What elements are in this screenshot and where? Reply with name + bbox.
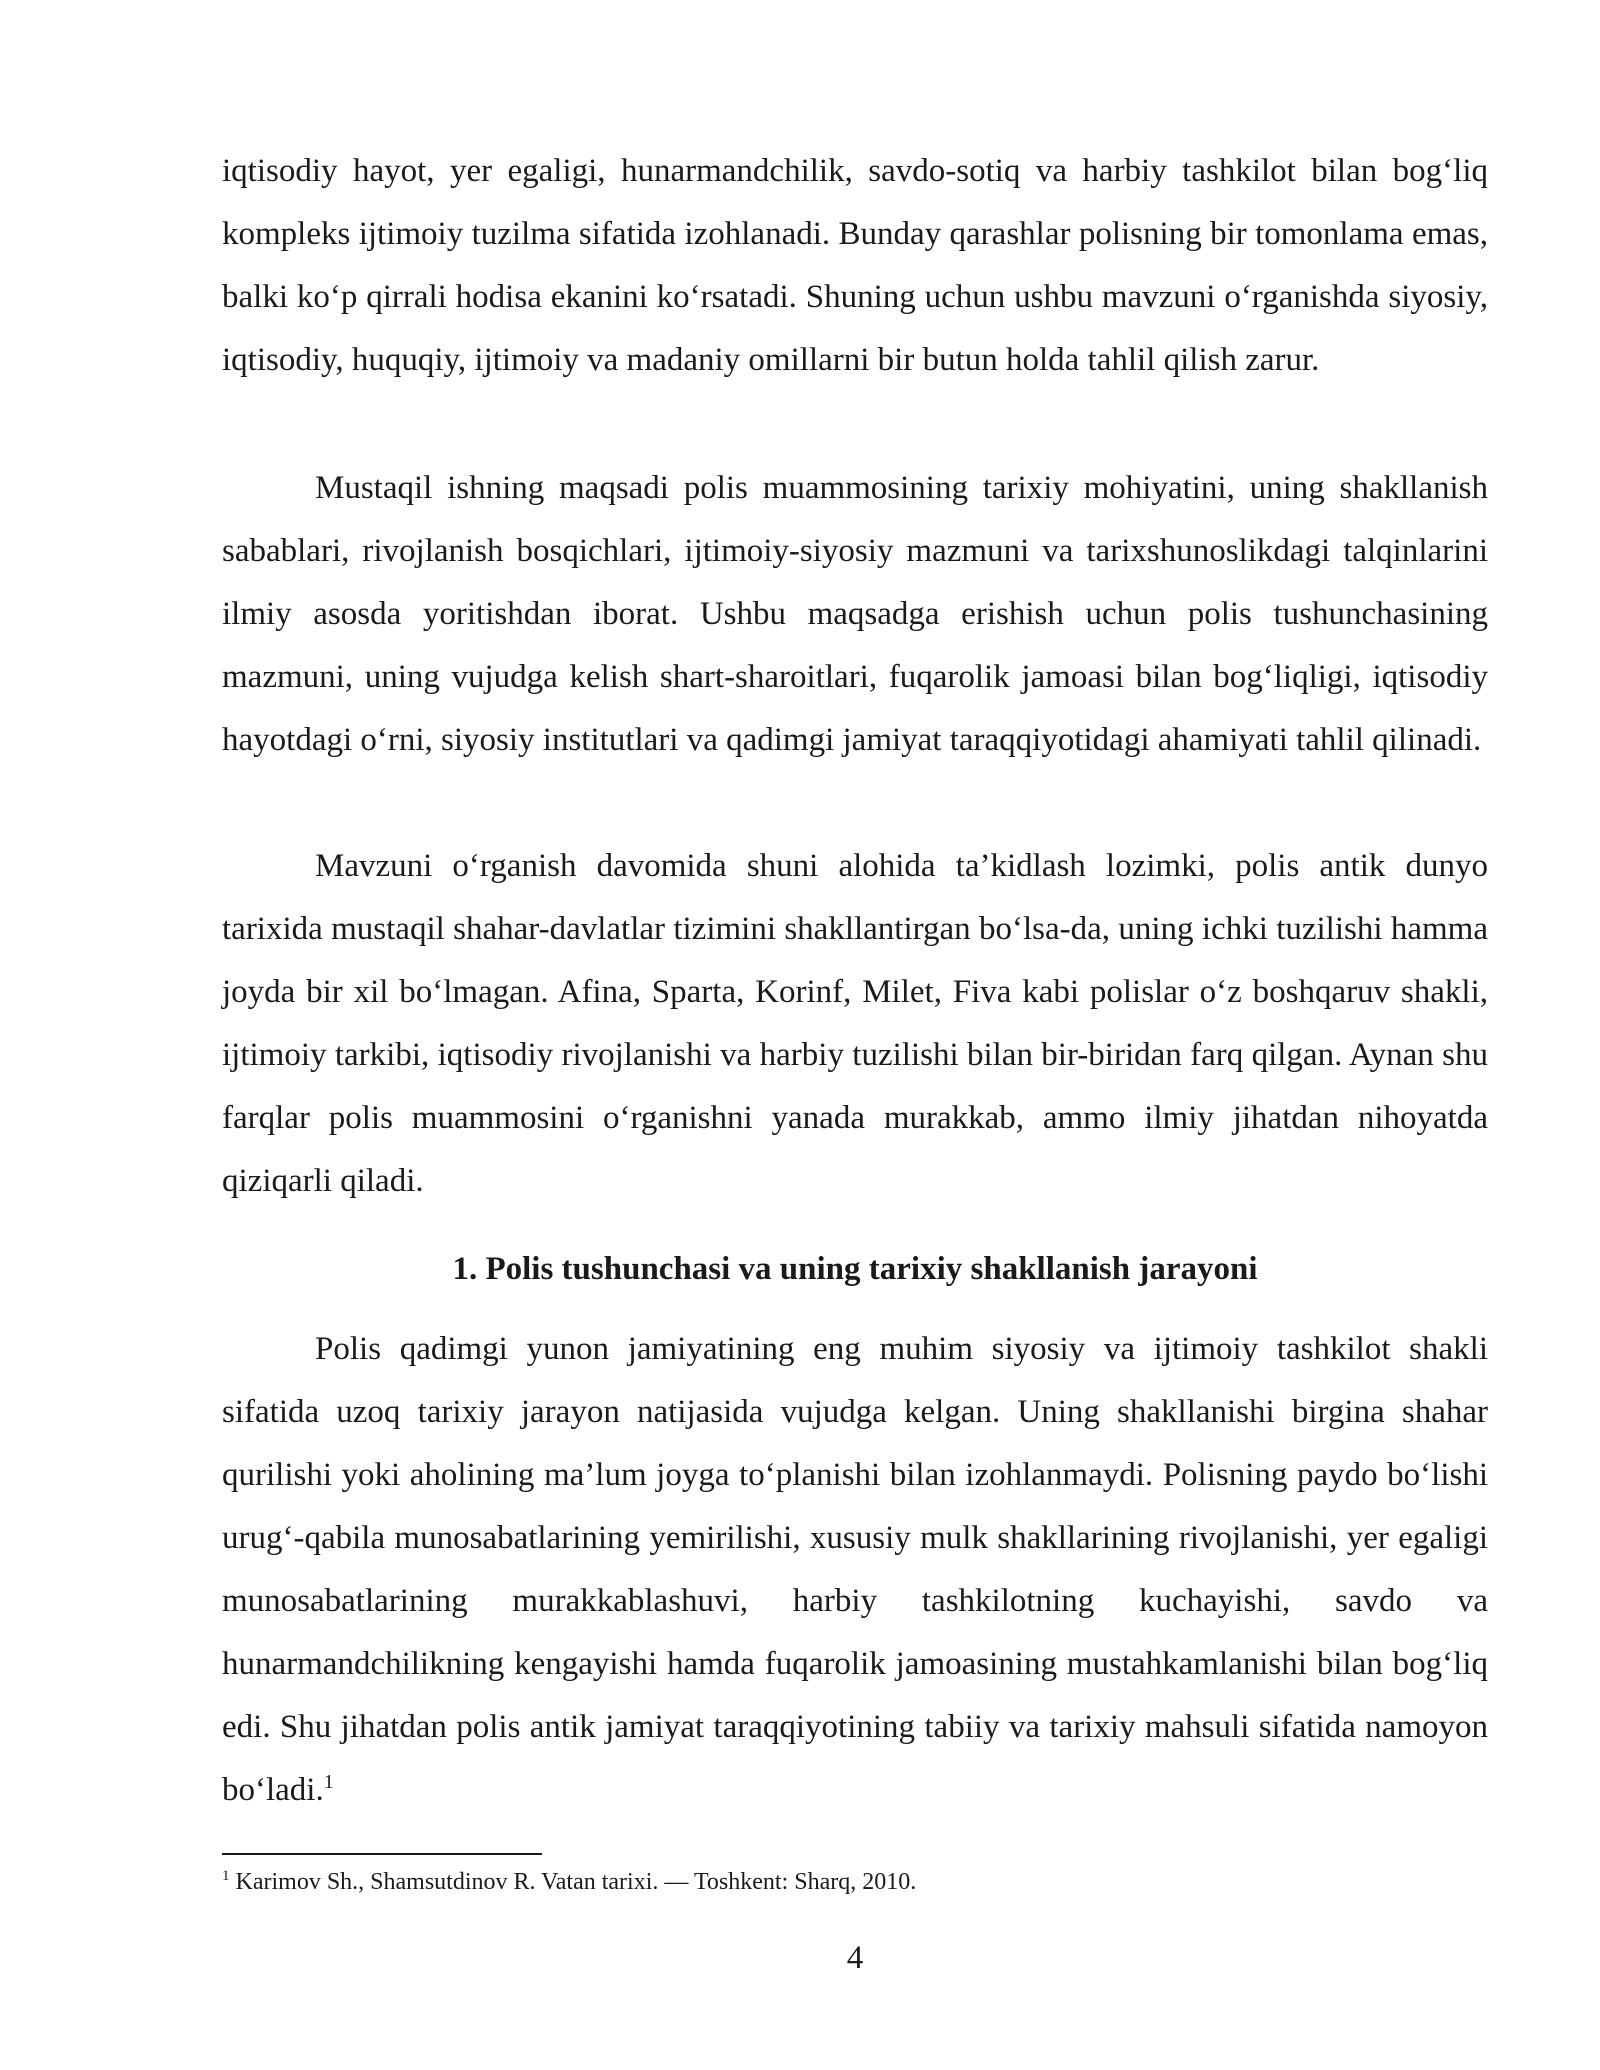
footnote-text: Karimov Sh., Shamsutdinov R. Vatan tarixi. — Toshkent: Sharq, 2010. bbox=[235, 1869, 917, 1895]
footnote-reference[interactable]: 1 bbox=[323, 1771, 334, 1793]
body-paragraph-differences: Mavzuni o‘rganish davomida shuni alohida ta’kidlash lozimki, polis antik dunyo tarixida mustaqil shahar-davlatlar tizimini shakllantirgan bo‘lsa-da, uning ichki tuzilishi hamma joyda bir xil bo‘lmagan. Afina, Sparta, Korinf, Milet, Fiva kabi polislar o‘z boshqaruv shakli, ijtimoiy tarkibi, iqtisodiy rivojlanishi va harbiy tuzilishi bilan bir-biridan farq qilgan. Aynan shu farqlar polis muammosini o‘rganishni yanada murakkab, ammo ilmiy jihatdan nihoyatda qiziqarli qiladi. bbox=[222, 848, 1488, 1199]
page-number: 4 bbox=[846, 1940, 864, 1976]
section-paragraph-text: Polis qadimgi yunon jamiyatining eng muhim siyosiy va ijtimoiy tashkilot shakli sifatida uzoq tarixiy jarayon natijasida vujudga kelgan. Uning shakllanishi birgina shahar qurilishi yoki aholining ma’lum joyga to‘planishi bilan izohlanmaydi. Polisning paydo bo‘lishi urug‘-qabila munosabatlarining yemirilishi, xususiy mulk shakllarining rivojlanishi, yer egaligi munosabatlarining murakkablashuvi, harbiy tashkilotning kuchayishi, savdo va hunarmandchilikning kengayishi hamda fuqarolik jamoasining mustahkamlanishi bilan bog‘liq edi. Shu jihatdan polis antik jamiyat taraqqiyotining tabiiy va tarixiy mahsuli sifatida namoyon bo‘ladi. bbox=[222, 1331, 1488, 1808]
body-paragraph-purpose: Mustaqil ishning maqsadi polis muammosining tarixiy mohiyatini, uning shakllanish sabablari, rivojlanish bosqichlari, ijtimoiy-siyosiy mazmuni va tarixshunoslikdagi talqinlarini ilmiy asosda yoritishdan iborat. Ushbu maqsadga erishish uchun polis tushunchasining mazmuni, uning vujudga kelish shart-sharoitlari, fuqarolik jamoasi bilan bog‘liqligi, iqtisodiy hayotdagi o‘rni, siyosiy institutlari va qadimgi jamiyat taraqqiyotidagi ahamiyati tahlil qilinadi. bbox=[222, 470, 1488, 758]
footnote-marker: 1 bbox=[222, 1868, 230, 1884]
section-heading: 1. Polis tushunchasi va uning tarixiy shakllanish jarayoni bbox=[452, 1251, 1258, 1287]
body-paragraph-continuation: iqtisodiy hayot, yer egaligi, hunarmandchilik, savdo-sotiq va harbiy tashkilot bilan bog‘liq kompleks ijtimoiy tuzilma sifatida izohlanadi. Bunday qarashlar polisning bir tomonlama emas, balki ko‘p qirrali hodisa ekanini ko‘rsatadi. Shuning uchun ushbu mavzuni o‘rganishda siyosiy, iqtisodiy, huquqiy, ijtimoiy va madaniy omillarni bir butun holda tahlil qilish zarur. bbox=[222, 153, 1488, 378]
footnote-divider bbox=[222, 1853, 542, 1855]
section-paragraph bbox=[222, 1318, 1488, 1822]
footnote bbox=[222, 1866, 1488, 1898]
